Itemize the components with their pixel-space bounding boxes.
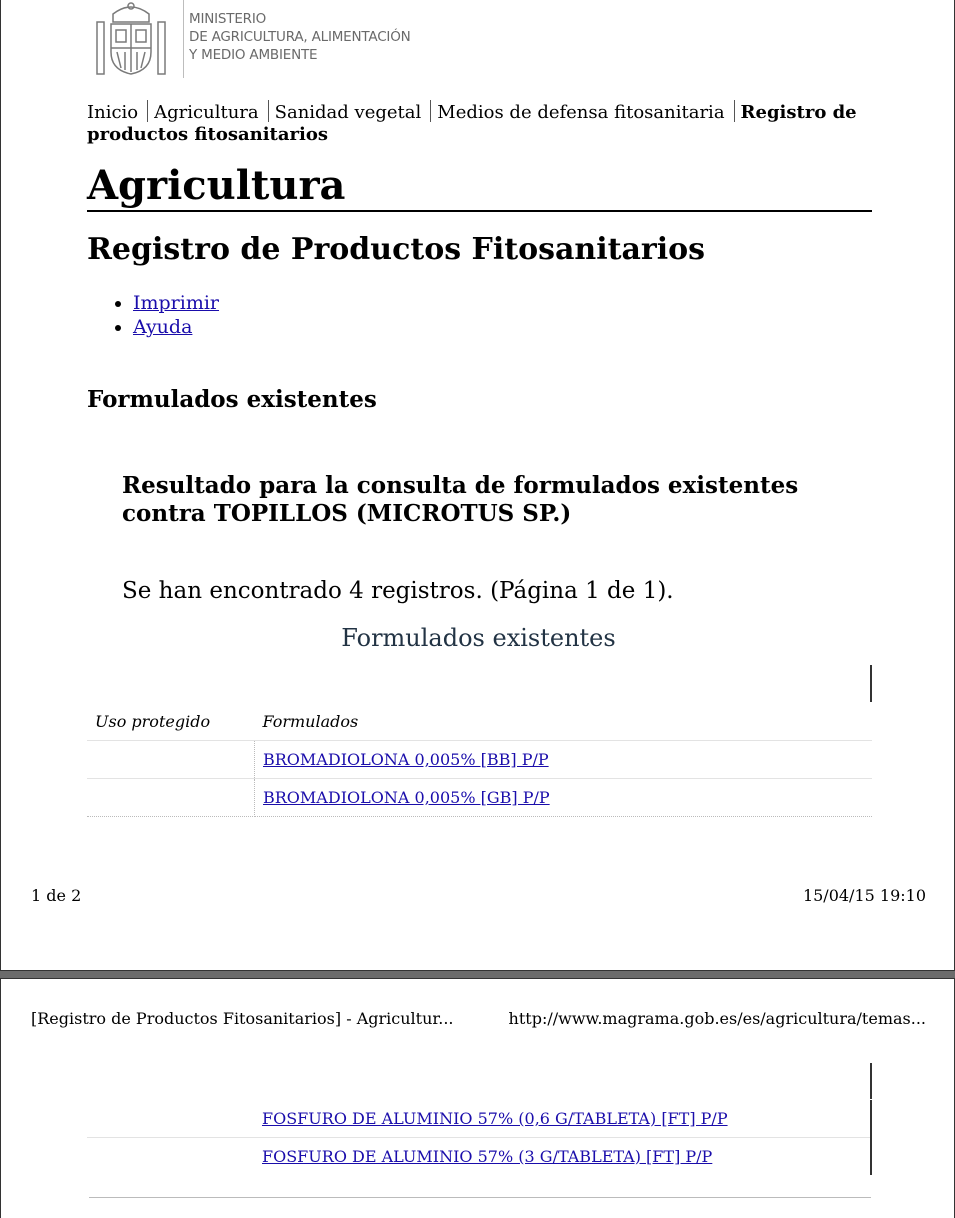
table-row (87, 1100, 871, 1138)
ministry-logo (91, 0, 431, 80)
ministry-line: Y MEDIO AMBIENTE (189, 47, 318, 63)
breadcrumb-separator (430, 100, 431, 122)
help-link[interactable]: Ayuda (133, 316, 193, 338)
uso-cell (87, 1138, 254, 1176)
formulado-link[interactable]: FOSFURO DE ALUMINIO 57% (3 G/TABLETA) [FT] P/P (262, 1147, 713, 1166)
header-uso-protegido: Uso protegido (95, 711, 211, 731)
ministry-name (189, 10, 411, 64)
breadcrumb-item-sanidad-vegetal[interactable]: Sanidad vegetal (274, 102, 422, 123)
formulado-link[interactable]: FOSFURO DE ALUMINIO 57% (0,6 G/TABLETA) [FT] P/P (262, 1109, 728, 1128)
breadcrumb-current: Registro de productos fitosanitarios (87, 102, 857, 145)
section-title: Agricultura (87, 162, 872, 212)
results-table (87, 702, 872, 817)
formulado-link[interactable]: BROMADIOLONA 0,005% [GB] P/P (263, 788, 550, 807)
logo-divider (183, 0, 184, 78)
print-header-title: [Registro de Productos Fitosanitarios] - Agricultur... (31, 1009, 454, 1028)
printed-page-2 (0, 978, 955, 1218)
table-caption: Formulados existentes (341, 624, 616, 652)
formulado-cell (255, 741, 873, 779)
breadcrumb-separator (147, 100, 148, 122)
formulado-cell (254, 1100, 871, 1138)
formulado-cell (254, 1138, 871, 1176)
table-edge (870, 665, 872, 702)
uso-cell (87, 1100, 254, 1138)
print-link[interactable]: Imprimir (133, 292, 220, 314)
formulado-link[interactable]: BROMADIOLONA 0,005% [BB] P/P (263, 750, 549, 769)
table-row (87, 741, 872, 779)
breadcrumb (87, 100, 877, 146)
print-datetime: 15/04/15 19:10 (802, 886, 926, 905)
result-title: Resultado para la consulta de formulados existentes contra TOPILLOS (MICROTUS SP.) (122, 472, 799, 527)
breadcrumb-item-agricultura[interactable]: Agricultura (154, 102, 259, 123)
list-item (133, 315, 219, 339)
table-bottom-border (89, 1197, 871, 1198)
uso-cell (87, 741, 255, 779)
table-header-row (87, 702, 872, 741)
print-page-number: 1 de 2 (31, 886, 82, 905)
section-subtitle: Formulados existentes (87, 386, 377, 413)
actions-list (113, 291, 219, 339)
table-edge (870, 1063, 872, 1099)
coat-of-arms-icon (91, 0, 171, 80)
results-table-continued (87, 1100, 872, 1175)
result-count: Se han encontrado 4 registros. (Página 1 de 1). (122, 578, 674, 604)
breadcrumb-item-inicio[interactable]: Inicio (87, 102, 139, 123)
table-row (87, 779, 872, 817)
list-item (133, 291, 219, 315)
ministry-line: DE AGRICULTURA, ALIMENTACIÓN (189, 29, 411, 45)
breadcrumb-item-medios-defensa[interactable]: Medios de defensa fitosanitaria (437, 102, 725, 123)
ministry-line: MINISTERIO (189, 11, 267, 27)
formulado-cell (255, 779, 873, 817)
breadcrumb-separator (268, 100, 269, 122)
header-formulados: Formulados (262, 711, 359, 731)
breadcrumb-separator (734, 100, 735, 122)
table-row (87, 1138, 871, 1176)
page-title: Registro de Productos Fitosanitarios (87, 232, 706, 267)
uso-cell (87, 779, 255, 817)
print-header-url: http://www.magrama.gob.es/es/agricultura/temas... (508, 1009, 926, 1028)
